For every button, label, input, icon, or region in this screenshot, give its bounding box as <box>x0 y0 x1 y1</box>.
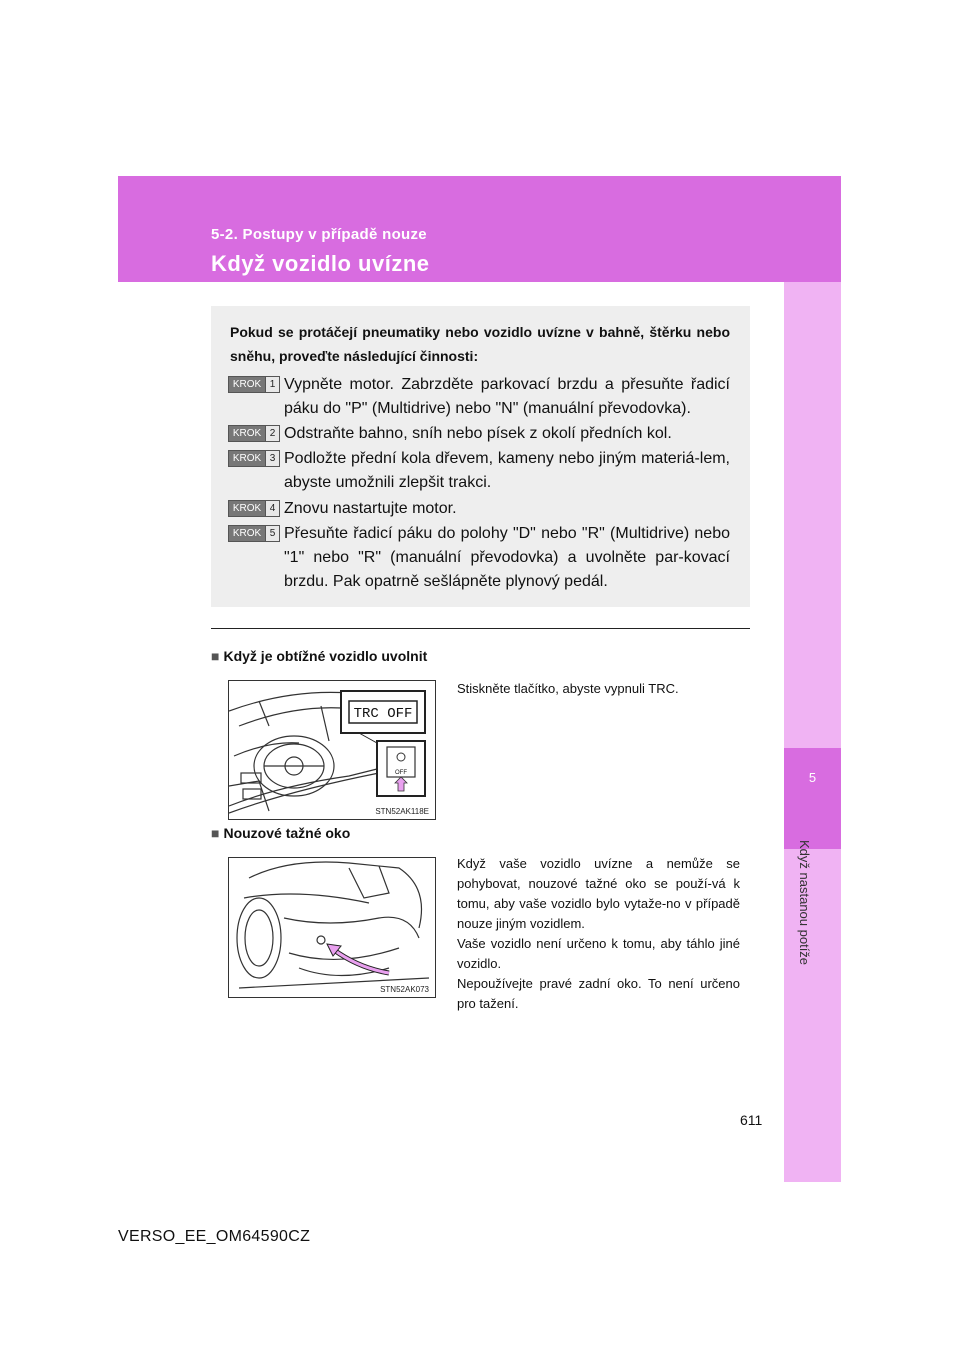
step-badge <box>228 376 280 393</box>
step-text: Odstraňte bahno, sníh nebo písek z okolí předních kol. <box>284 425 672 442</box>
tow-eye-paragraph: Vaše vozidlo není určeno k tomu, aby táhlo jiné vozidlo. <box>457 936 740 971</box>
step-keyword: KROK <box>232 503 262 514</box>
step-text: Podložte přední kola dřevem, kameny nebo jiným materiá-lem, abyste umožnili zlepšit trakci. <box>284 450 730 491</box>
section-divider <box>211 628 750 629</box>
step-5 <box>228 522 730 594</box>
section-label: 5-2. Postupy v případě nouze <box>211 226 427 243</box>
subsection-heading-text: Když je obtížné vozidlo uvolnit <box>223 648 428 664</box>
step-badge <box>228 525 280 542</box>
chapter-side-tab <box>784 282 841 1182</box>
step-keyword: KROK <box>232 428 262 439</box>
trc-button-illustration <box>228 680 436 820</box>
square-bullet-icon: ■ <box>211 825 220 841</box>
step-badge <box>228 425 280 442</box>
page-title: Když vozidlo uvízne <box>211 251 430 276</box>
rear-car-drawing <box>229 858 435 997</box>
subsection-heading-text: Nouzové tažné oko <box>223 825 351 841</box>
step-number: 1 <box>265 377 279 392</box>
step-number: 2 <box>265 426 279 441</box>
step-text: Vypněte motor. Zabrzděte parkovací brzdu a přesuňte řadicí páku do "P" (Multidrive) nebo "N" (manuální převodovka). <box>284 376 730 417</box>
subsection-heading-tow-eye <box>211 825 350 841</box>
figure-code: STN52AK073 <box>380 985 429 994</box>
document-code: VERSO_EE_OM64590CZ <box>118 1228 311 1245</box>
step-2 <box>228 422 730 446</box>
subsection-heading-trc <box>211 648 427 664</box>
step-text: Přesuňte řadicí páku do polohy "D" nebo "R" (Multidrive) nebo "1" nebo "R" (manuální převodovka) a uvolněte par-kovací brzdu. Pak opatrně sešlápněte plynový pedál. <box>284 525 730 590</box>
square-bullet-icon: ■ <box>211 648 220 664</box>
step-number: 5 <box>265 526 279 541</box>
page-number: 611 <box>740 1112 763 1128</box>
chapter-number: 5 <box>808 770 817 785</box>
tow-eye-paragraph: Nepoužívejte pravé zadní oko. To není určeno pro tažení. <box>457 976 740 1011</box>
off-small-label: OFF <box>395 770 407 776</box>
trc-instruction: Stiskněte tlačítko, abyste vypnuli TRC. <box>457 681 679 696</box>
procedure-intro: Pokud se protáčejí pneumatiky nebo vozidlo uvízne v bahně, štěrku nebo sněhu, proveďte následující činnosti: <box>230 324 730 364</box>
step-number: 4 <box>265 501 279 516</box>
tow-eye-description <box>457 854 740 1014</box>
step-1 <box>228 373 730 421</box>
step-keyword: KROK <box>232 453 262 464</box>
trc-off-label: TRC OFF <box>353 706 413 722</box>
chapter-name: Když nastanou potíže <box>797 840 812 966</box>
step-text: Znovu nastartujte motor. <box>284 500 457 517</box>
step-badge <box>228 450 280 467</box>
step-badge <box>228 500 280 517</box>
step-3 <box>228 447 730 495</box>
step-4 <box>228 497 730 521</box>
tow-eye-paragraph: Když vaše vozidlo uvízne a nemůže se pohybovat, nouzové tažné oko se použí-vá k tomu, aby vaše vozidlo bylo vytaže-no v případě nouze jiným vozidlem. <box>457 856 740 931</box>
step-keyword: KROK <box>232 379 262 390</box>
chapter-tab-marker <box>784 748 841 849</box>
figure-code: STN52AK118E <box>375 807 429 816</box>
step-keyword: KROK <box>232 528 262 539</box>
tow-eye-illustration <box>228 857 436 998</box>
dashboard-drawing <box>229 681 435 819</box>
step-number: 3 <box>265 451 279 466</box>
